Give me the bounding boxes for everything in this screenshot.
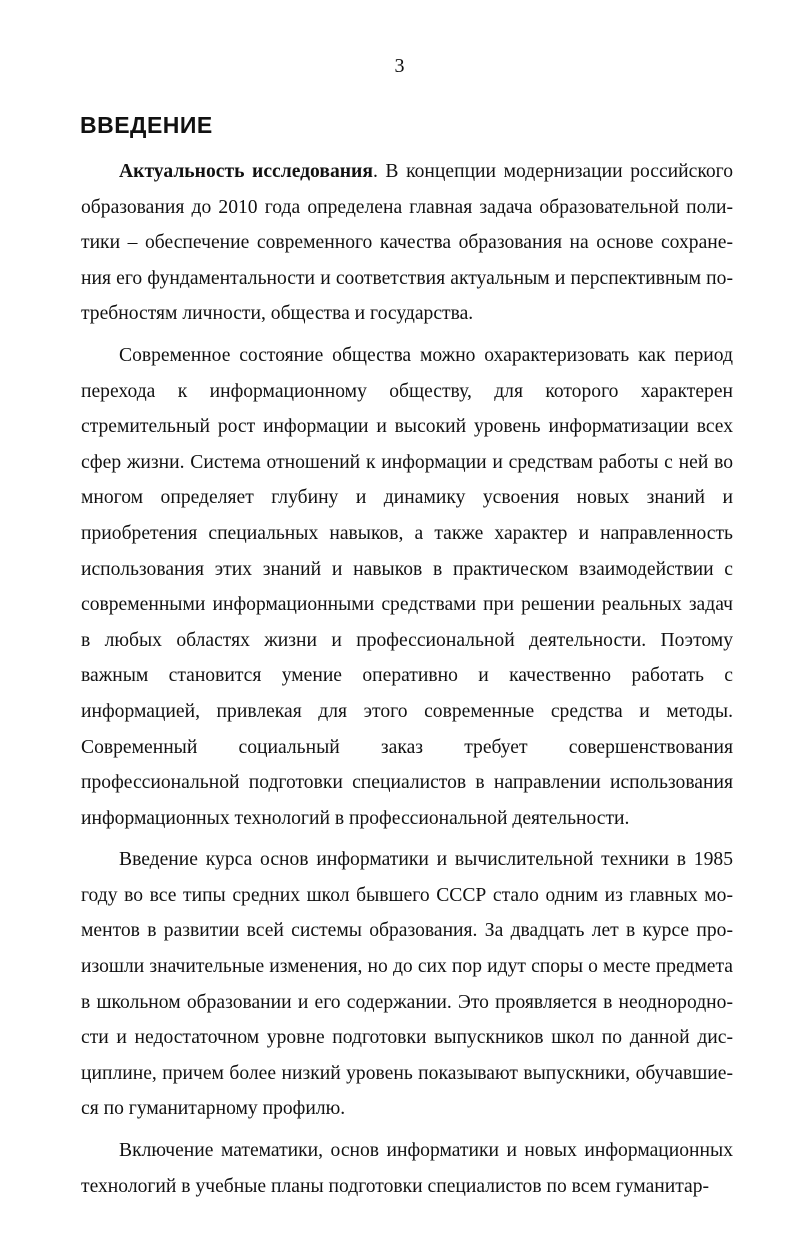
page-number: 3 (394, 55, 405, 77)
body-text (81, 154, 733, 1210)
paragraph: Включение математики, основ информатики и новых информационных технологий в учебные планы подготовки специалистов по всем гуманитар- (81, 1140, 733, 1197)
section-heading: ВВЕДЕНИЕ (80, 112, 213, 138)
paragraph: Современное состояние общества можно охарактеризовать как период перехода к информационному обществу, для которого характерен стремительный рост информации и высокий уровень информатизации всех сфер жизни. Система отношений к информации и средствам работы с ней во многом определяет глубину и динамику усвоения новых знаний и приобретения специальных навыков, а также характер и направленность использования этих знаний и навыков в практическом взаимодействии с современными информационными средствами при решении реальных задач в любых областях жизни и профессиональной деятельности. Поэтому важным становится умение оперативно и качественно работать с информацией, привлекая для этого современные средства и методы. Современный социальный заказ требует совершенствования профессиональной подготовки специалистов в направлении использования информационных технологий в профессиональной деятельности. (81, 344, 733, 829)
paragraph-text: . В концепции модернизации российского образования до 2010 года определена главная задача образовательной политики – обеспечение современного качества образования на основе сохранения его фундаментальности и соответствия актуальным и перспективным потребностям личности, общества и государства. (81, 161, 733, 325)
paragraph-lead: Актуальность исследования (119, 161, 373, 182)
paragraph-relevance (81, 154, 733, 332)
paragraph: Введение курса основ информатики и вычислительной техники в 1985 году во все типы средних школ бывшего СССР стало одним из главных моментов в развитии всей системы образования. За двадцать лет в курсе произошли значительные изменения, но до сих пор идут споры о месте предмета в школьном образовании и его содержании. Это проявляется в неоднородности и недостаточном уровне подготовки выпускников школ по данной дисциплине, причем более низкий уровень показывают выпускники, обучавшиеся по гуманитарному профилю. (81, 849, 733, 1120)
